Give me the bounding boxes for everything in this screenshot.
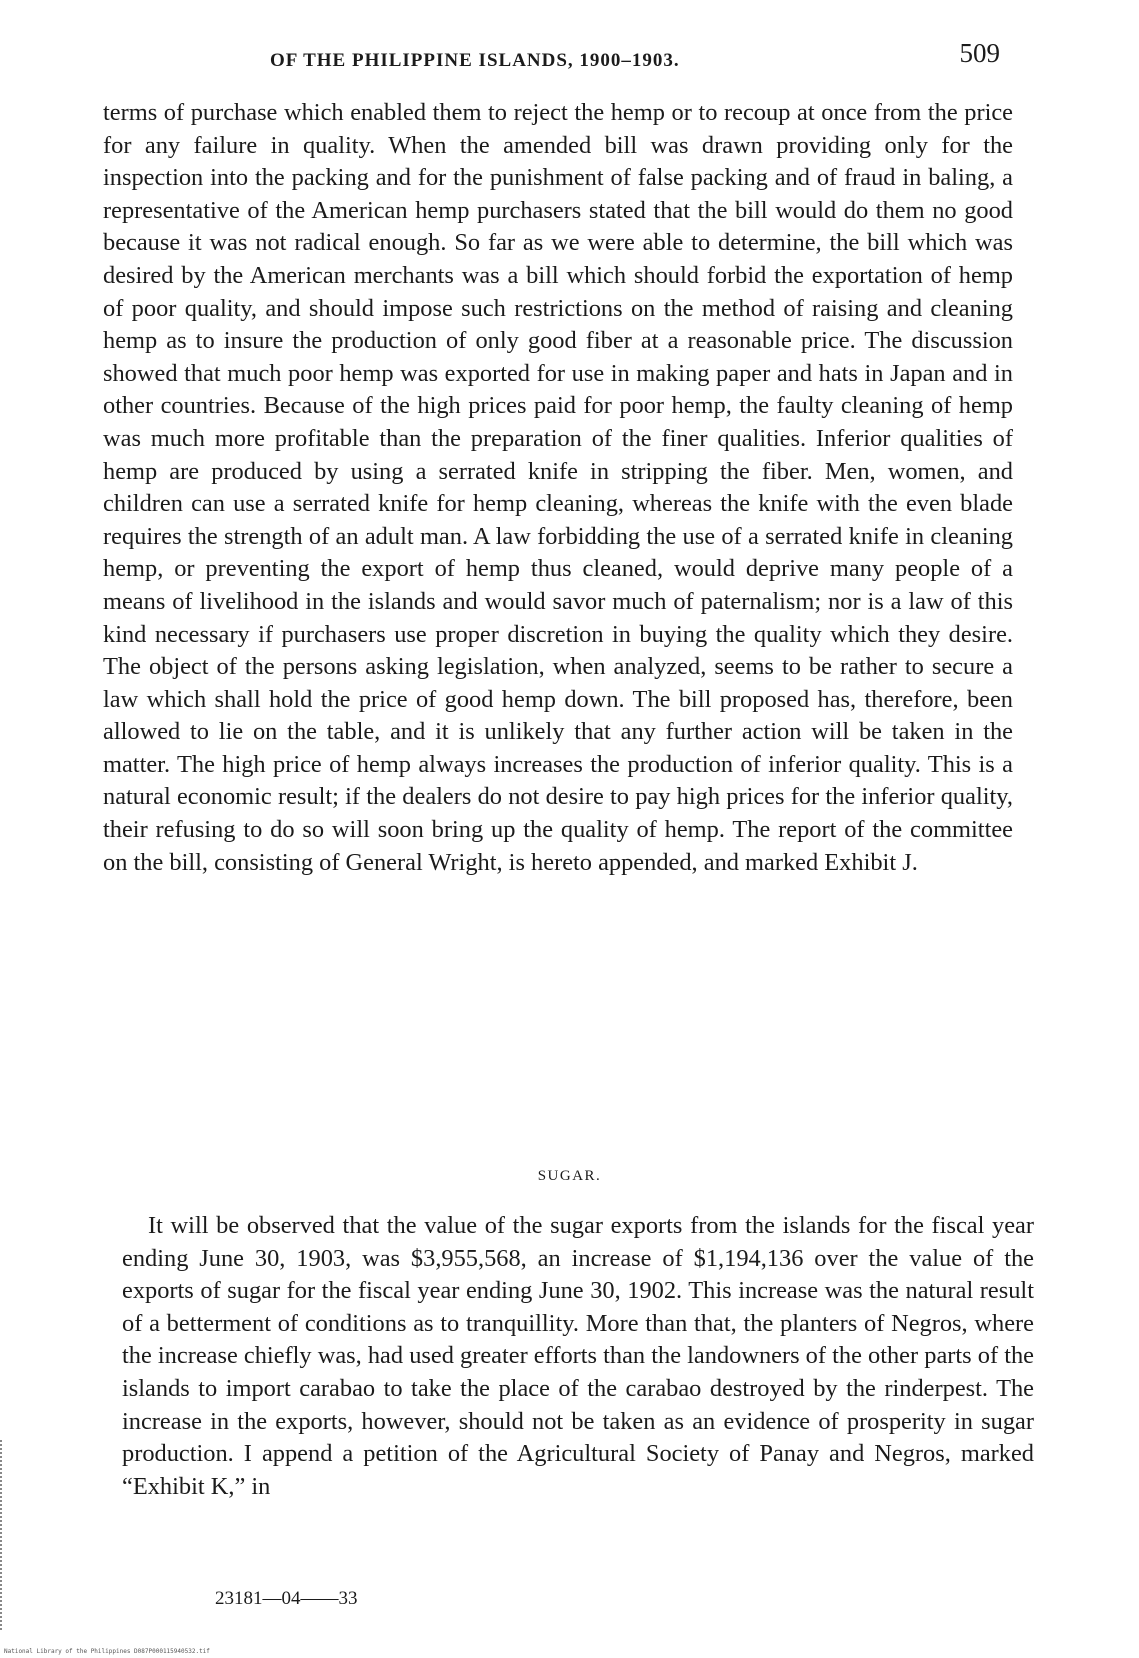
paragraph-text: It will be observed that the value of the sugar exports from the islands for the fiscal year ending June 30, 1903, was $3,955,568, an increase of $1,194,136 over the value of the exports of sugar for the fiscal year ending June 30, 1902. This increase was the natural result of a betterment of conditions as to tranquillity. More than that, the planters of Negros, where the increase chiefly was, had used greater efforts than the landowners of the other parts of the islands to import carabao to take the place of the carabao destroyed by the rinderpest. The increase in the exports, however, should not be taken as an evidence of prosperity in sugar production. I append a petition of the Agricultural Society of Panay and Negros, marked “Exhibit K,” in (122, 1212, 1034, 1500)
scan-footer-label: National Library of the Philippines D087P000115940532.tif (4, 1648, 210, 1655)
sugar-paragraph (122, 1210, 1034, 1503)
scan-edge-artifact (0, 1440, 6, 1630)
hemp-paragraph (103, 97, 1013, 879)
running-head-title: OF THE PHILIPPINE ISLANDS, 1900–1903. (270, 50, 680, 71)
page-number: 509 (959, 38, 1000, 68)
printer-signature-mark: 23181—04——33 (215, 1588, 358, 1609)
paragraph-text: terms of purchase which enabled them to reject the hemp or to recoup at once from the price for any failure in quality. When the amended bill was drawn providing only for the inspection into the packing and for the punishment of false packing and of fraud in baling, a representative of the American hemp purchasers stated that the bill would do them no good because it was not radical enough. So far as we were able to determine, the bill which was desired by the American merchants was a bill which should forbid the exportation of hemp of poor quality, and should impose such restrictions on the method of raising and cleaning hemp as to insure the production of only good fiber at a reasonable price. The discussion showed that much poor hemp was exported for use in making paper and hats in Japan and in other countries. Because of the high prices paid for poor hemp, the faulty cleaning of hemp was much more profitable than the preparation of the finer qualities. Inferior qualities of hemp are produced by using a serrated knife in stripping the fiber. Men, women, and children can use a serrated knife for hemp cleaning, whereas the knife with the even blade requires the strength of an adult man. A law forbidding the use of a serrated knife in cleaning hemp, or preventing the export of hemp thus cleaned, would deprive many people of a means of livelihood in the islands and would savor much of paternalism; nor is a law of this kind necessary if purchasers use proper discretion in buying the quality which they desire. The object of the persons asking legislation, when analyzed, seems to be rather to secure a law which shall hold the price of good hemp down. The bill proposed has, therefore, been allowed to lie on the table, and it is unlikely that any further action will be taken in the matter. The high price of hemp always increases the production of inferior quality. This is a natural economic result; if the dealers do not desire to pay high prices for the inferior quality, their refusing to do so will soon bring up the quality of hemp. The report of the committee on the bill, consisting of General Wright, is hereto appended, and marked Exhibit J. (103, 99, 1013, 876)
running-header (100, 38, 1010, 78)
section-heading-sugar: SUGAR. (537, 1168, 602, 1184)
